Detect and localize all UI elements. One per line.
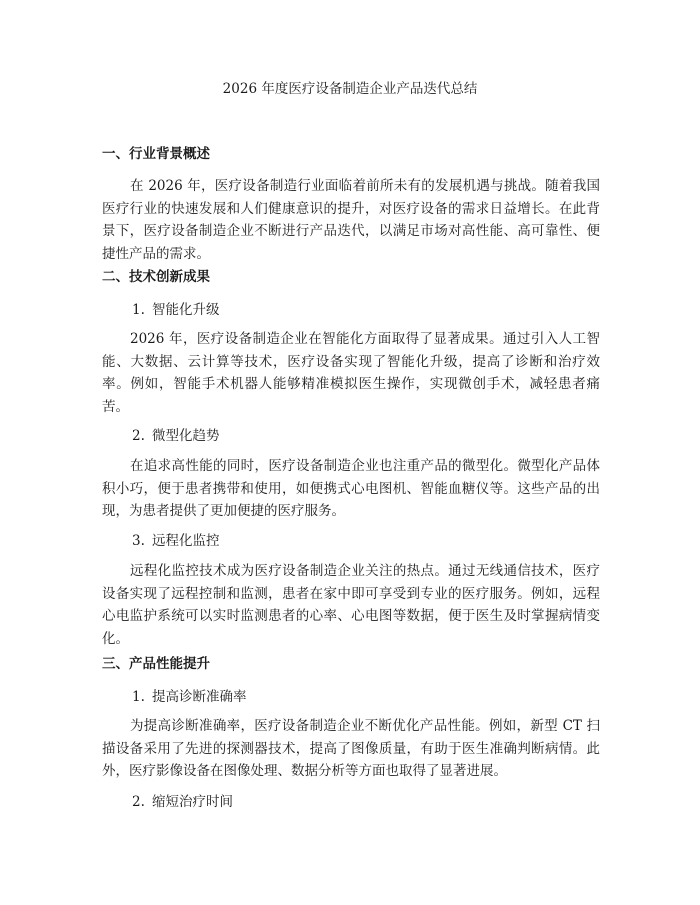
paragraph-miniaturization: 在追求高性能的同时，医疗设备制造企业也注重产品的微型化。微型化产品体积小巧，便于患者携带和使用，如便携式心电图机、智能血糖仪等。这些产品的出现，为患者提供了更加便捷的医疗服务。 bbox=[102, 458, 600, 519]
subsection-number: 2. bbox=[132, 428, 145, 444]
document-title: 2026 年度医疗设备制造企业产品迭代总结 bbox=[222, 81, 478, 97]
paragraph-intelligence: 2026 年，医疗设备制造企业在智能化方面取得了显著成果。通过引入人工智能、大数据、云计算等技术，医疗设备实现了智能化升级，提高了诊断和治疗效率。例如，智能手术机器人能够精准模拟医生操作，实现微创手术，减轻患者痛苦。 bbox=[102, 331, 600, 415]
subsection-number: 3. bbox=[132, 533, 145, 549]
subsection-number: 2. bbox=[132, 794, 145, 810]
subsection-heading-treatment-time bbox=[132, 793, 233, 811]
subsection-title: 缩短治疗时间 bbox=[152, 794, 233, 810]
paragraph-industry-background: 在 2026 年，医疗设备制造行业面临着前所未有的发展机遇与挑战。随着我国医疗行业的快速发展和人们健康意识的提升，对医疗设备的需求日益增长。在此背景下，医疗设备制造企业不断进行产品迭代，以满足市场对高性能、高可靠性、便捷性产品的需求。 bbox=[102, 178, 600, 262]
section-heading-performance: 三、产品性能提升 bbox=[102, 656, 210, 672]
paragraph-remote-monitoring: 远程化监控技术成为医疗设备制造企业关注的热点。通过无线通信技术，医疗设备实现了远程控制和监测，患者在家中即可享受到专业的医疗服务。例如，远程心电监护系统可以实时监测患者的心率、心电图等数据，便于医生及时掌握病情变化。 bbox=[102, 563, 600, 647]
subsection-title: 提高诊断准确率 bbox=[152, 689, 247, 705]
paragraph-diagnosis-accuracy: 为提高诊断准确率，医疗设备制造企业不断优化产品性能。例如，新型 CT 扫描设备采用了先进的探测器技术，提高了图像质量，有助于医生准确判断病情。此外，医疗影像设备在图像处理、数据分析等方面也取得了显著进展。 bbox=[102, 718, 600, 779]
section-heading-tech-innovation: 二、技术创新成果 bbox=[102, 269, 210, 285]
subsection-title: 微型化趋势 bbox=[152, 428, 220, 444]
subsection-number: 1. bbox=[132, 302, 145, 318]
subsection-heading-remote-monitoring bbox=[132, 532, 220, 550]
subsection-heading-intelligence bbox=[132, 301, 220, 319]
subsection-number: 1. bbox=[132, 689, 145, 705]
subsection-title: 智能化升级 bbox=[152, 302, 220, 318]
subsection-title: 远程化监控 bbox=[152, 533, 220, 549]
section-heading-industry-background: 一、行业背景概述 bbox=[102, 146, 210, 162]
subsection-heading-miniaturization bbox=[132, 427, 220, 445]
subsection-heading-diagnosis-accuracy bbox=[132, 688, 247, 706]
